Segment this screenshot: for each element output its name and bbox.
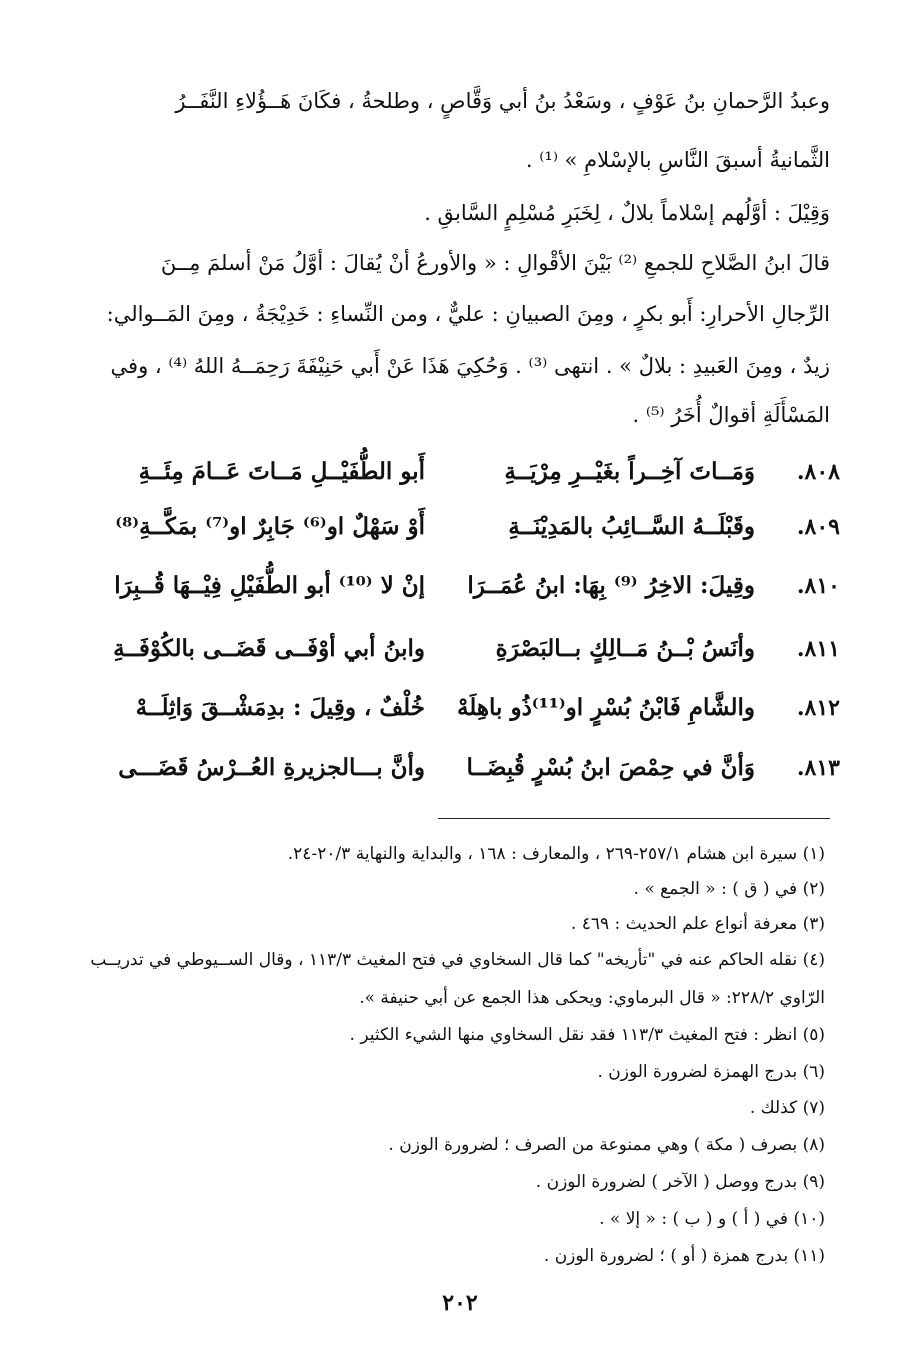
footnote: (٤) نقله الحاكم عنه في "تأريخه" كما قال السخاوي في فتح المغيث ١١٣/٣ ، وقال الســيوطي في تدريــب: [90, 950, 825, 970]
verse-row: [70, 688, 840, 732]
verse-number: ٨٠٨.: [796, 459, 840, 485]
verse-row: [70, 748, 840, 792]
footnote-continuation: الرّاوي ٢٢٨/٢: « قال البرماوي: ويحكى هذا الجمع عن أبي حنيفة ».: [359, 988, 825, 1008]
prose-line: وعبدُ الرَّحمانِ بنُ عَوْفٍ ، وسَعْدُ بنُ أبي وَقَّاصٍ ، وطلحةُ ، فكَانَ هَــؤُلاءِ النَّفَــرُ: [175, 89, 830, 113]
verse-second-hemistich: أَبو الطُّفَيْــلِ مَــاتَ عَــامَ مِئَــةِ: [138, 458, 425, 485]
verse-second-hemistich: أَوْ سَهْلٌ او⁽⁶⁾ جَابِرٌ او⁽⁷⁾ بمَكَّــةِ⁽⁸⁾: [115, 513, 425, 540]
verse-number: ٨٠٩.: [796, 514, 840, 540]
verse-second-hemistich: وأنَّ بـــالجزيرةِ العُــرْسُ قَضَـــى: [118, 754, 425, 781]
prose-line: الثَّمانيةُ أسبقَ النَّاسِ بالإسْلامِ » ⁽¹⁾ .: [525, 148, 830, 172]
verse-number: ٨١٠.: [796, 573, 840, 599]
footnote: (١) سيرة ابن هشام ٢٥٧/١-٢٦٩ ، والمعارف : ١٦٨ ، والبداية والنهاية ٢٠/٣-٢٤.: [287, 844, 825, 864]
footnote: (١٠) في ( أ ) و ( ب ) : « إلا » .: [599, 1209, 825, 1229]
verse-row: [70, 452, 840, 496]
prose-line: الرِّجالِ الأحرارِ: أَبو بكرٍ ، ومِنَ الصبيانِ : عليٌّ ، ومن النِّساءِ : خَدِيْجَةُ ، ومِنَ المَــوالي:: [106, 302, 830, 326]
verse-second-hemistich: وابنُ أبي أوْفَــى قَضَــى بالكُوْفَــةِ: [113, 635, 425, 662]
page-number: ٢٠٢: [442, 1290, 478, 1316]
prose-line: زيدٌ ، ومِنَ العَبيدِ : بلالٌ » . انتهى ⁽³⁾ . وَحُكِيَ هَذَا عَنْ أَبي حَنِيْفَةَ رَحِمَــهُ اللهُ ⁽⁴⁾ ، وفي: [110, 354, 830, 378]
verse-first-hemistich: وأنَسُ بْــنُ مَــالِكٍ بــالبَصْرَةِ: [495, 635, 755, 662]
verse-row: [70, 566, 840, 610]
verse-first-hemistich: وقِيلَ: الاخِرُ ⁽⁹⁾ بِهَا: ابنُ عُمَــرَا: [467, 572, 755, 599]
footnote: (٧) كذلك .: [749, 1098, 825, 1118]
verse-first-hemistich: وقَبْلَــهُ السَّــائِبُ بالمَدِيْنَــةِ: [508, 513, 755, 540]
footnote: (١١) بدرج همزة ( أو ) ؛ لضرورة الوزن .: [543, 1246, 825, 1266]
footnote: (٢) في ( ق ) : « الجمع » .: [633, 879, 825, 899]
footnote-separator: [438, 818, 830, 819]
verse-row: [70, 629, 840, 673]
verse-first-hemistich: وَمَــاتَ آخِــراً بغَيْــرِ مِرْيَــةِ: [504, 458, 755, 485]
verse-first-hemistich: والشَّامِ فَابْنُ بُسْرٍ او⁽¹¹⁾ذُو باهِلَهْ: [456, 694, 755, 721]
verse-second-hemistich: خُلْفٌ ، وقِيلَ : بدِمَشْــقَ وَاثِلَــهْ: [135, 694, 425, 721]
footnote: (٩) بدرج ووصل ( الآخر ) لضرورة الوزن .: [535, 1172, 825, 1192]
verse-number: ٨١٣.: [796, 755, 840, 781]
footnote: (٦) بدرج الهمزة لضرورة الوزن .: [597, 1062, 825, 1082]
prose-line: وَقِيْلَ : أوَّلُهم إسْلاماً بلالٌ ، لِخَبَرِ مُسْلِمٍ السَّابقِ .: [424, 201, 830, 225]
prose-line: قالَ ابنُ الصَّلاحِ للجمعِ ⁽²⁾ بَيْنَ الأقْوالِ : « والأورعُ أنْ يُقالَ : أوَّلُ مَنْ أسلمَ مِــنَ: [160, 251, 830, 275]
verse-first-hemistich: وَأنَّ في حِمْصَ ابنُ بُسْرٍ قُبِضَــا: [466, 754, 755, 781]
footnote: (٥) انظر : فتح المغيث ١١٣/٣ فقد نقل السخاوي منها الشيء الكثير .: [349, 1025, 825, 1045]
verse-second-hemistich: إنْ لا ⁽¹⁰⁾ أبو الطُّفَيْلِ فِيْــهَا قُــبِرَا: [114, 572, 425, 599]
footnote: (٣) معرفة أنواع علم الحديث : ٤٦٩ .: [570, 914, 825, 934]
prose-line: المَسْأَلَةِ أقوالٌ أُخَرُ ⁽⁵⁾ .: [632, 403, 830, 427]
verse-number: ٨١٢.: [796, 695, 840, 721]
verse-number: ٨١١.: [796, 636, 840, 662]
verse-row: [70, 507, 840, 551]
footnote: (٨) بصرف ( مكة ) وهي ممنوعة من الصرف ؛ لضرورة الوزن .: [388, 1135, 825, 1155]
